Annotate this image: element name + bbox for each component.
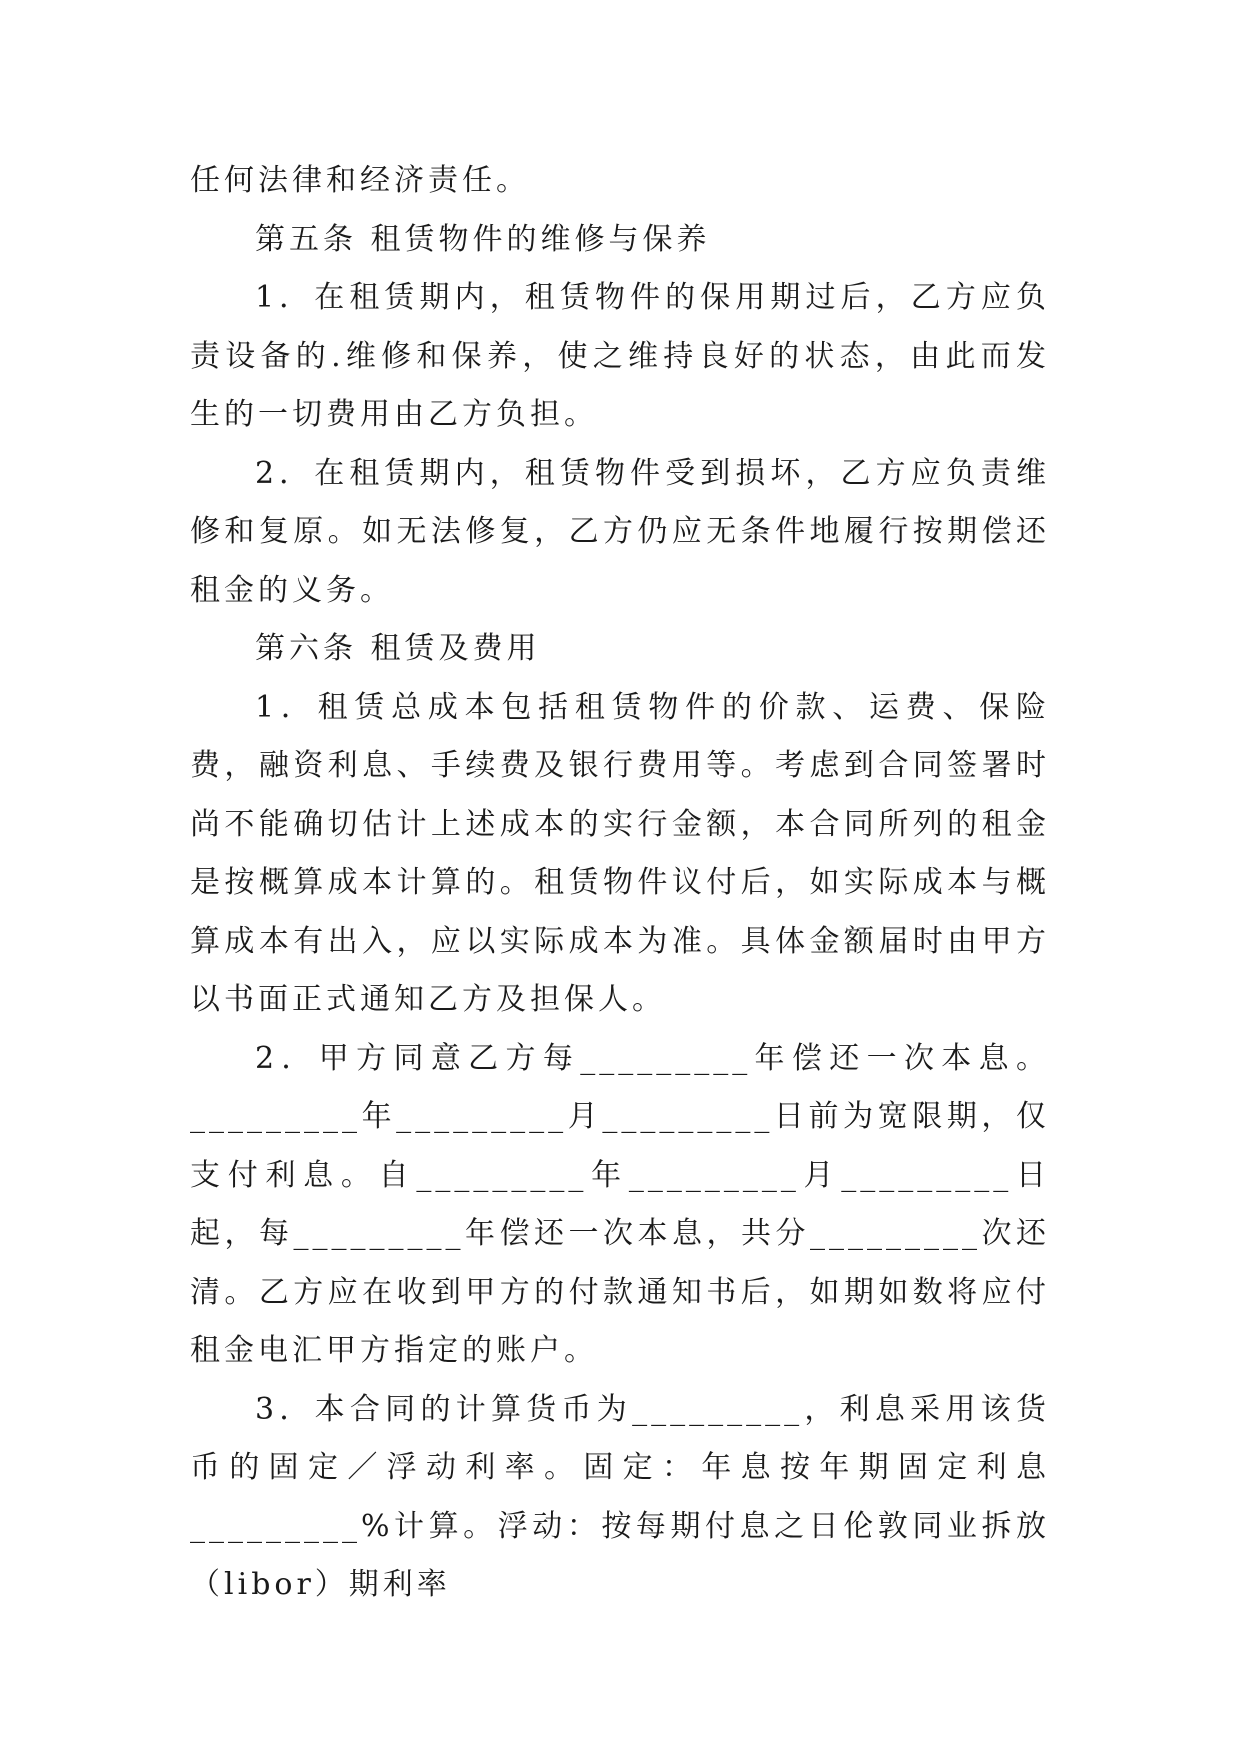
article-6-clause-2: 2．甲方同意乙方每_________年偿还一次本息。_________年_________月_________日前为宽限期，仅支付利息。自_________年_________月_________日起，每_________年偿还一次本息，共分_________次还清。乙方应在收到甲方的付款通知书后，如期如数将应付租金电汇甲方指定的账户。: [190, 1040, 1050, 1368]
article-6-clause-3: 3．本合同的计算货币为_________，利息采用该货币的固定／浮动利率。固定：年息按年期固定利息_________%计算。浮动：按每期付息之日伦敦同业拆放（libor）期利率: [190, 1391, 1050, 1602]
article-6-heading: 第六条 租赁及费用: [255, 631, 541, 666]
paragraph-continuation: 任何法律和经济责任。: [190, 163, 530, 198]
article-5-clause-2: 2．在租赁期内，租赁物件受到损坏，乙方应负责维修和复原。如无法修复，乙方仍应无条件地履行按期偿还租金的义务。: [190, 455, 1050, 608]
article-6-clause-1: 1．租赁总成本包括租赁物件的价款、运费、保险费，融资利息、手续费及银行费用等。考虑到合同签署时尚不能确切估计上述成本的实行金额，本合同所列的租金是按概算成本计算的。租赁物件议付后，如实际成本与概算成本有出入，应以实际成本为准。具体金额届时由甲方以书面正式通知乙方及担保人。: [190, 689, 1050, 1017]
article-5-clause-1: 1．在租赁期内，租赁物件的保用期过后，乙方应负责设备的.维修和保养，使之维持良好的状态，由此而发生的一切费用由乙方负担。: [190, 280, 1050, 432]
article-5-heading: 第五条 租赁物件的维修与保养: [255, 221, 711, 257]
contract-body: [190, 152, 1050, 1615]
